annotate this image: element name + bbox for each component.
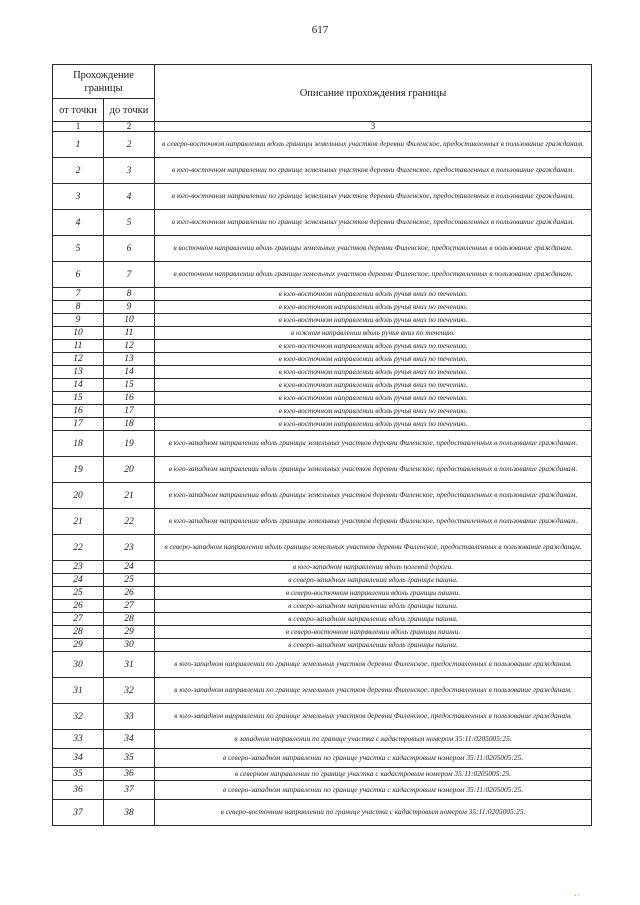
table-row [53,262,592,288]
description-cell: в северном направлении по границе участка с кадастровым номером 35:11:0205005:25. [155,768,592,781]
from-point-cell: 8 [53,301,104,314]
table-row [53,730,592,749]
table-row [53,236,592,262]
description-cell: в юго-восточном направлении вдоль ручья вниз по течению. [155,314,592,327]
from-point-cell: 37 [53,800,104,826]
table-row [53,704,592,730]
table-header [53,65,592,122]
to-point-cell: 19 [104,431,155,457]
table-row [53,600,592,613]
description-cell: в юго-западном направлении вдоль границы земельных участков деревни Филенское, предоставленных в пользование гражданам. [155,483,592,509]
to-point-cell: 11 [104,327,155,340]
table-row [53,613,592,626]
to-point-cell: 21 [104,483,155,509]
from-point-cell: 26 [53,600,104,613]
header-from-point: от точки [53,99,104,122]
table-row [53,366,592,379]
description-cell: в юго-восточном направлении вдоль ручья вниз по течению. [155,288,592,301]
from-point-cell: 17 [53,418,104,431]
description-cell: в северо-западном направлении вдоль границы пашни. [155,613,592,626]
description-cell: в восточном направлении вдоль границы земельных участков деревни Филенское, предоставленных в пользование гражданам. [155,262,592,288]
table-row [53,457,592,483]
table-row [53,314,592,327]
table-body [53,122,592,826]
from-point-cell: 20 [53,483,104,509]
from-point-cell: 30 [53,652,104,678]
description-cell: в юго-восточном направлении вдоль ручья вниз по течению. [155,353,592,366]
table-row [53,158,592,184]
to-point-cell: 29 [104,626,155,639]
to-point-cell: 10 [104,314,155,327]
to-point-cell: 37 [104,781,155,800]
description-cell: в восточном направлении вдоль границы земельных участков деревни Филенское, предоставленных в пользование гражданам. [155,236,592,262]
table-row [53,535,592,561]
description-cell: в южном направлении вдоль ручья вниз по течению. [155,327,592,340]
description-cell: в северо-западном направлении вдоль границы земельных участков деревни Филенское, предоставленных в пользование гражданам. [155,535,592,561]
table-row [53,327,592,340]
description-cell: в северо-восточном направлении вдоль границы земельных участков деревни Филенское, предоставленных в пользование гражданам. [155,132,592,158]
from-point-cell: 33 [53,730,104,749]
to-point-cell: 6 [104,236,155,262]
from-point-cell: 35 [53,768,104,781]
from-point-cell: 31 [53,678,104,704]
table-row [53,561,592,574]
to-point-cell: 38 [104,800,155,826]
to-point-cell: 32 [104,678,155,704]
description-cell: в западном направлении по границе участка с кадастровым номером 35:11:0205005:25. [155,730,592,749]
description-cell: в северо-восточном направлении вдоль границы пашни. [155,587,592,600]
table-row [53,132,592,158]
from-point-cell: 16 [53,405,104,418]
description-cell: в юго-западном направлении вдоль полевой дороги. [155,561,592,574]
from-point-cell: 9 [53,314,104,327]
table-row [53,781,592,800]
to-point-cell: 35 [104,749,155,768]
from-point-cell: 22 [53,535,104,561]
column-number: 3 [155,122,592,132]
table-row [53,379,592,392]
description-cell: в северо-западном направлении по границе участка с кадастровым номером 35:11:0205005:25. [155,749,592,768]
to-point-cell: 27 [104,600,155,613]
to-point-cell: 34 [104,730,155,749]
from-point-cell: 5 [53,236,104,262]
from-point-cell: 14 [53,379,104,392]
column-number: 1 [53,122,104,132]
to-point-cell: 16 [104,392,155,405]
from-point-cell: 29 [53,639,104,652]
table-row [53,587,592,600]
description-cell: в юго-западном направлении по границе земельных участков деревни Филенское, предоставленных в пользование гражданам. [155,652,592,678]
to-point-cell: 23 [104,535,155,561]
to-point-cell: 33 [104,704,155,730]
table-row [53,288,592,301]
to-point-cell: 4 [104,184,155,210]
from-point-cell: 12 [53,353,104,366]
from-point-cell: 25 [53,587,104,600]
to-point-cell: 17 [104,405,155,418]
to-point-cell: 24 [104,561,155,574]
from-point-cell: 34 [53,749,104,768]
table-row [53,749,592,768]
description-cell: в юго-западном направлении вдоль границы земельных участков деревни Филенское, предоставленных в пользование гражданам. [155,509,592,535]
from-point-cell: 19 [53,457,104,483]
description-cell: в юго-восточном направлении вдоль ручья вниз по течению. [155,301,592,314]
to-point-cell: 7 [104,262,155,288]
to-point-cell: 20 [104,457,155,483]
from-point-cell: 23 [53,561,104,574]
to-point-cell: 30 [104,639,155,652]
to-point-cell: 5 [104,210,155,236]
table-row [53,626,592,639]
page-number: 617 [311,24,329,36]
description-cell: в юго-восточном направлении вдоль ручья вниз по течению. [155,340,592,353]
table-row [53,431,592,457]
table-row [53,340,592,353]
from-point-cell: 1 [53,132,104,158]
from-point-cell: 18 [53,431,104,457]
table-row [53,392,592,405]
to-point-cell: 25 [104,574,155,587]
from-point-cell: 28 [53,626,104,639]
column-number-row [53,122,592,132]
table-row [53,678,592,704]
from-point-cell: 32 [53,704,104,730]
table-row [53,800,592,826]
to-point-cell: 31 [104,652,155,678]
description-cell: в юго-восточном направлении вдоль ручья вниз по течению. [155,418,592,431]
description-cell: в юго-западном направлении вдоль границы земельных участков деревни Филенское, предоставленных в пользование гражданам. [155,457,592,483]
header-to-point: до точки [104,99,155,122]
to-point-cell: 14 [104,366,155,379]
to-point-cell: 18 [104,418,155,431]
to-point-cell: 2 [104,132,155,158]
scan-mark: ▪ ▫ [574,893,580,899]
description-cell: в юго-восточном направлении по границе земельных участков деревни Филенское, предоставленных в пользование гражданам. [155,210,592,236]
description-cell: в северо-восточном направлении вдоль границы пашни. [155,626,592,639]
from-point-cell: 21 [53,509,104,535]
description-cell: в юго-восточном направлении вдоль ручья вниз по течению. [155,379,592,392]
from-point-cell: 15 [53,392,104,405]
to-point-cell: 15 [104,379,155,392]
to-point-cell: 13 [104,353,155,366]
table-row [53,652,592,678]
to-point-cell: 26 [104,587,155,600]
table-row [53,405,592,418]
table-row [53,210,592,236]
to-point-cell: 36 [104,768,155,781]
table-row [53,768,592,781]
to-point-cell: 22 [104,509,155,535]
description-cell: в северо-восточном направлении по границе участка с кадастровым номером 35:11:0205005:25. [155,800,592,826]
to-point-cell: 9 [104,301,155,314]
description-cell: в юго-западном направлении по границе земельных участков деревни Филенское, предоставленных в пользование гражданам. [155,678,592,704]
table-row [53,353,592,366]
table-row [53,509,592,535]
description-cell: в юго-западном направлении по границе земельных участков деревни Филенское, предоставленных в пользование гражданам. [155,704,592,730]
description-cell: в северо-западном направлении вдоль границы пашни. [155,574,592,587]
to-point-cell: 12 [104,340,155,353]
header-description: Описание прохождения границы [155,65,592,122]
to-point-cell: 28 [104,613,155,626]
table-row [53,184,592,210]
from-point-cell: 11 [53,340,104,353]
description-cell: в юго-восточном направлении вдоль ручья вниз по течению. [155,405,592,418]
from-point-cell: 6 [53,262,104,288]
description-cell: в юго-западном направлении вдоль границы земельных участков деревни Филенское, предоставленных в пользование гражданам. [155,431,592,457]
description-cell: в юго-восточном направлении вдоль ручья вниз по течению. [155,366,592,379]
from-point-cell: 27 [53,613,104,626]
table-row [53,301,592,314]
description-cell: в северо-западном направлении по границе участка с кадастровым номером 35:11:0205005:25. [155,781,592,800]
table-row [53,574,592,587]
description-cell: в юго-восточном направлении по границе земельных участков деревни Филенское, предоставленных в пользование гражданам. [155,158,592,184]
description-cell: в северо-западном направлении вдоль границы пашни. [155,639,592,652]
from-point-cell: 7 [53,288,104,301]
from-point-cell: 2 [53,158,104,184]
from-point-cell: 24 [53,574,104,587]
description-cell: в юго-восточном направлении вдоль ручья вниз по течению. [155,392,592,405]
boundary-table [52,64,592,826]
from-point-cell: 36 [53,781,104,800]
description-cell: в юго-восточном направлении по границе земельных участков деревни Филенское, предоставленных в пользование гражданам. [155,184,592,210]
to-point-cell: 3 [104,158,155,184]
from-point-cell: 3 [53,184,104,210]
description-cell: в северо-западном направлении вдоль границы пашни. [155,600,592,613]
column-number: 2 [104,122,155,132]
table-row [53,483,592,509]
table-row [53,418,592,431]
from-point-cell: 4 [53,210,104,236]
from-point-cell: 10 [53,327,104,340]
from-point-cell: 13 [53,366,104,379]
table-row [53,639,592,652]
header-boundary-passage: Прохождение границы [53,65,155,99]
to-point-cell: 8 [104,288,155,301]
